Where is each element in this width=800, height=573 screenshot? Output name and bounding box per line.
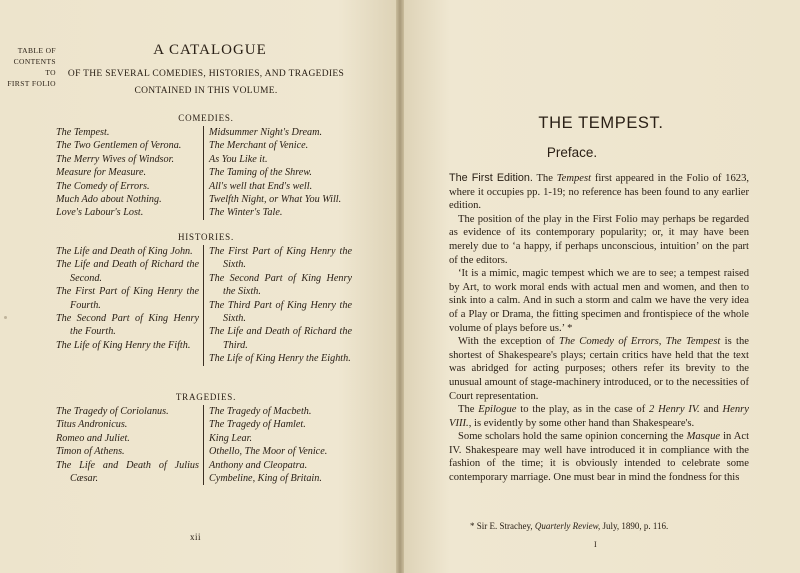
text-run: to the play, as in the case of (516, 404, 650, 416)
subtitle-line: CONTAINED IN THIS VOLUME. (134, 86, 278, 96)
play-title: The Merchant of Venice. (209, 140, 309, 152)
play-title: The Life and Death of Richard the Second. (56, 259, 199, 284)
catalogue-subtitle (56, 66, 356, 100)
text-run: Masque (686, 431, 721, 443)
play-title: The Two Gentlemen of Verona. (56, 140, 182, 152)
play-title: All's well that End's well. (209, 180, 313, 192)
text-run: , is evidently by some other hand than Shakespeare's. (468, 417, 695, 429)
text-run: The Comedy of Errors, The Tempest (559, 336, 721, 348)
play-title: Anthony and Cleopatra. (209, 459, 308, 471)
play-title: King Lear. (209, 432, 253, 444)
play-title: Titus Andronicus. (56, 419, 128, 431)
text-run: Henry VIII. (449, 404, 750, 429)
text-run: Quarterly Review, (534, 521, 601, 531)
play-title: Twelfth Night, or What You Will. (209, 194, 342, 206)
text-run: first appeared in the Folio of 1623, where it occupies pp. 1-19; no reference has been found to any earlier edition. (449, 173, 750, 212)
play-title: The Life and Death of Richard the Third. (209, 326, 352, 351)
page-number-right: I (594, 540, 597, 549)
preface-heading: Preface. (546, 145, 598, 160)
paragraph: ‘It is a mimic, magic tempest which we are to see; a tempest raised by Art, to work moral ends with actual men and women, and then to sink into a calm. And in such a storm and calm we have the very idea of a Play or Drama, the fitting specimen and frontispiece of the whole volume of plays before us.’ * (449, 268, 749, 334)
histories-heading: HISTORIES. (177, 232, 235, 242)
text-run: is the shortest of Shakespeare's plays; certain critics have held that the text was abridged for acting purposes; others refer its brevity to the unusual amount of stage-machinery introduced, or to the necessities of Court representation. (449, 336, 749, 402)
text-run: The (458, 404, 479, 416)
play-title: The Life and Death of Julius Cæsar. (56, 459, 199, 485)
tragedies-heading: TRAGEDIES. (175, 392, 237, 402)
text-run: The (532, 173, 557, 184)
play-title: The Second Part of King Henry the Fourth. (56, 313, 199, 338)
histories-col-1 (56, 245, 204, 366)
play-title: Cymbeline, King of Britain. (209, 473, 322, 485)
play-heading: THE TEMPEST. (538, 114, 664, 132)
play-title: Love's Labour's Lost. (56, 207, 144, 219)
comedies-columns (56, 126, 352, 220)
text-run: and (699, 404, 723, 416)
paragraph (449, 335, 749, 403)
comedies-col-2 (204, 126, 352, 220)
text-run: in Act IV. Shakespeare may well have introduced it in compliance with the fashion of the time; it is obviously intended to celebrate some contemporary marriage. One must bear in mind the fondness for this (449, 431, 750, 484)
play-title: Othello, The Moor of Venice. (209, 446, 328, 458)
subtitle-line: OF THE SEVERAL COMEDIES, HISTORIES, AND TRAGEDIES (67, 69, 345, 79)
play-title: The First Part of King Henry the Fourth. (56, 286, 199, 311)
play-title: As You Like it. (209, 153, 268, 165)
play-title: The Second Part of King Henry the Sixth. (209, 272, 352, 298)
page-number-left: xii (190, 532, 202, 542)
histories-columns (56, 245, 352, 366)
footnote (470, 521, 760, 531)
text-run: 2 Henry IV. (649, 404, 700, 416)
play-title: The Life and Death of King John. (56, 246, 193, 257)
tragedies-col-2 (204, 405, 352, 485)
play-title: Timon of Athens. (56, 446, 125, 458)
play-title: The Tempest. (56, 127, 110, 138)
side-note-line: CONTENTS TO (13, 57, 56, 77)
side-note-line: FIRST FOLIO (7, 79, 56, 88)
play-title: The Life of King Henry the Eighth. (209, 353, 351, 365)
histories-col-2 (204, 245, 352, 366)
play-title: The Tragedy of Hamlet. (209, 419, 306, 431)
play-title: The Third Part of King Henry the Sixth. (209, 299, 352, 325)
lead-in: The First Edition. (449, 172, 533, 184)
play-title: The Life of King Henry the Fifth. (56, 339, 191, 351)
play-title: The Tragedy of Macbeth. (209, 406, 312, 417)
text-run: Tempest (556, 173, 592, 184)
text-run: With the exception of (458, 336, 560, 348)
play-title: Much Ado about Nothing. (56, 194, 162, 206)
play-title: The Merry Wives of Windsor. (56, 153, 174, 165)
tragedies-col-1 (56, 405, 204, 485)
text-run: Epilogue (478, 404, 517, 416)
text-run: Some scholars hold the same opinion concerning the (458, 431, 687, 443)
play-title: Midsummer Night's Dream. (209, 127, 323, 138)
side-note (4, 45, 56, 89)
comedies-heading: COMEDIES. (178, 113, 234, 123)
text-run: * Sir E. Strachey, (470, 521, 535, 531)
paper-spot (611, 235, 613, 237)
comedies-col-1 (56, 126, 204, 220)
play-title: Romeo and Juliet. (56, 432, 130, 444)
paper-spot (4, 316, 7, 319)
paragraph (449, 172, 749, 213)
paragraph (449, 430, 749, 484)
play-title: The Tragedy of Coriolanus. (56, 406, 169, 417)
catalogue-title: A CATALOGUE (153, 42, 267, 58)
tragedies-columns (56, 405, 352, 485)
text-run: July, 1890, p. 116. (600, 521, 669, 531)
play-title: The Winter's Tale. (209, 207, 283, 219)
paragraph (449, 403, 749, 430)
side-note-line: TABLE OF (17, 46, 56, 55)
book-gutter (396, 0, 404, 573)
preface-body (449, 172, 749, 485)
play-title: The Taming of the Shrew. (209, 167, 312, 179)
play-title: The Comedy of Errors. (56, 180, 150, 192)
play-title: The First Part of King Henry the Sixth. (209, 246, 352, 271)
play-title: Measure for Measure. (56, 167, 147, 179)
paragraph: The position of the play in the First Folio may perhaps be regarded as evidence of its contemporary popularity; or, it may have been merely due to ‘a happy, if perhaps unconscious, intuition’ on the part of the editors. (449, 213, 749, 266)
